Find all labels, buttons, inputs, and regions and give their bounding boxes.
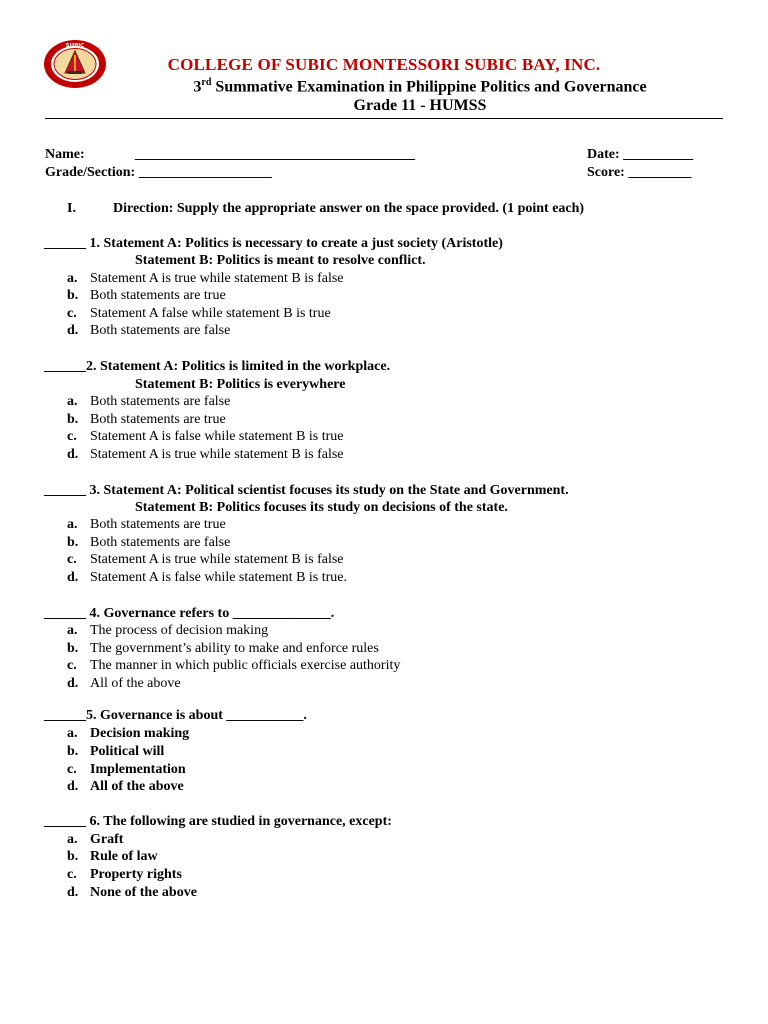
answer-option: a. Both statements are true xyxy=(67,517,226,532)
question-stem[interactable]: ______ 1. Statement A: Politics is necessary to create a just society (Aristotle) xyxy=(44,236,503,251)
logo-text: SUBIC xyxy=(65,43,85,49)
answer-option: c. The manner in which public officials exercise authority xyxy=(67,658,401,673)
answer-option: a. Both statements are false xyxy=(67,394,231,409)
answer-option: a. Decision making xyxy=(67,726,190,741)
answer-option: d. Statement A is false while statement B is true. xyxy=(67,570,348,585)
answer-option: c. Statement A false while statement B is true xyxy=(67,306,331,321)
answer-option: d. All of the above xyxy=(67,676,181,691)
answer-option: d. All of the above xyxy=(67,779,184,794)
exam-title: 3rd Summative Examination in Philippine Politics and Governance xyxy=(193,77,647,96)
date-field[interactable]: Date: __________ xyxy=(587,147,694,162)
question-sub-statement: Statement B: Politics is everywhere xyxy=(135,377,346,392)
question-sub-statement: Statement B: Politics focuses its study on decisions of the state. xyxy=(135,500,508,515)
grade-section-field[interactable]: Grade/Section: ___________________ xyxy=(45,165,272,180)
school-name: COLLEGE OF SUBIC MONTESSORI SUBIC BAY, INC. xyxy=(167,55,601,74)
answer-option: b. The government’s ability to make and enforce rules xyxy=(67,641,379,656)
answer-option: b. Political will xyxy=(67,744,165,759)
question-stem[interactable]: ______ 3. Statement A: Political scientist focuses its study on the State and Government. xyxy=(44,483,569,498)
question-sub-statement: Statement B: Politics is meant to resolve conflict. xyxy=(135,253,426,268)
answer-option: d. Both statements are false xyxy=(67,323,231,338)
question-stem[interactable]: ______ 6. The following are studied in governance, except: xyxy=(44,814,392,829)
answer-option: c. Statement A is true while statement B is false xyxy=(67,552,344,567)
answer-option: d. None of the above xyxy=(67,885,197,900)
answer-option: c. Implementation xyxy=(67,762,186,777)
section-number: I. xyxy=(67,201,76,216)
answer-option: b. Both statements are false xyxy=(67,535,231,550)
question-stem[interactable]: ______5. Governance is about ___________. xyxy=(44,708,307,723)
question-stem[interactable]: ______2. Statement A: Politics is limited in the workplace. xyxy=(44,359,391,374)
answer-option: a. Statement A is true while statement B is false xyxy=(67,271,344,286)
answer-option: b. Rule of law xyxy=(67,849,158,864)
question-stem[interactable]: ______ 4. Governance refers to ______________. xyxy=(44,606,335,621)
answer-option: b. Both statements are true xyxy=(67,412,226,427)
score-field[interactable]: Score: _________ xyxy=(587,165,692,180)
answer-option: d. Statement A is true while statement B is false xyxy=(67,447,344,462)
direction-text: Direction: Supply the appropriate answer on the space provided. (1 point each) xyxy=(113,201,585,216)
answer-option: b. Both statements are true xyxy=(67,288,226,303)
name-field[interactable]: ________________________________________ xyxy=(135,147,415,162)
answer-option: a. Graft xyxy=(67,832,124,847)
header-divider xyxy=(45,118,723,119)
name-label: Name: xyxy=(45,147,85,162)
answer-option: c. Property rights xyxy=(67,867,182,882)
answer-option: c. Statement A is false while statement B is true xyxy=(67,429,344,444)
grade-level: Grade 11 - HUMSS xyxy=(353,97,487,114)
answer-option: a. The process of decision making xyxy=(67,623,269,638)
